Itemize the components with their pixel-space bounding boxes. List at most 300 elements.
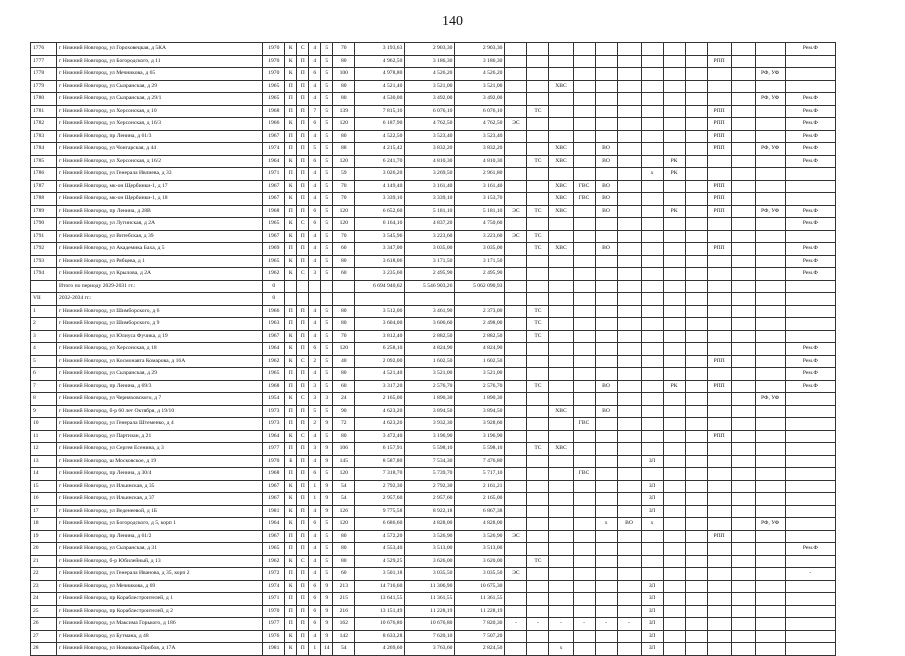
table-cell [663,593,685,606]
table-cell: П [297,180,309,193]
table-cell [663,418,685,431]
table-cell [641,568,663,581]
table-cell [527,493,549,506]
table-cell [731,593,755,606]
table-cell [573,155,595,168]
table-cell [685,105,707,118]
table-cell [505,643,527,656]
table-cell: 1965 [263,255,285,268]
table-cell: 11 [31,430,57,443]
table-cell [549,630,573,643]
table-cell: 3 894,50 [455,405,505,418]
table-cell: 70 [333,230,355,243]
table-cell: П [297,468,309,481]
table-row [31,593,836,606]
table-cell: 3 035,50 [455,568,505,581]
table-cell [641,118,663,131]
table-cell: 5 [321,218,333,231]
table-cell [685,355,707,368]
table-cell [707,643,731,656]
table-cell: Рем.Ф [785,268,835,281]
table-cell [641,555,663,568]
table-cell: 4 762,50 [405,118,455,131]
table-cell: г Нижний Новгород, ул Новикова-Прибоя, д 17А [57,643,263,656]
table-cell [755,455,785,468]
table-row [31,443,836,456]
table-cell: 1965 [263,218,285,231]
table-cell: г Нижний Новгород, пр Кораблестроителей, д 1 [57,593,263,606]
table-cell: П [297,643,309,656]
table-cell [505,105,527,118]
table-cell: г Нижний Новгород, ул Шимборского, д 9 [57,318,263,331]
table-cell [595,430,617,443]
table-cell [617,330,641,343]
table-cell [549,305,573,318]
table-cell: 1965 [263,543,285,556]
table-cell [663,643,685,656]
table-row [31,630,836,643]
table-cell: 1 [309,480,321,493]
table-cell [617,143,641,156]
table-cell: 1976 [263,630,285,643]
table-cell: 3 626,00 [405,555,455,568]
table-cell: ВО [595,405,617,418]
table-cell [285,280,297,293]
table-cell [755,443,785,456]
table-cell [785,493,835,506]
table-cell: П [297,405,309,418]
table-cell [505,305,527,318]
table-cell: РФ, УФ [755,518,785,531]
table-cell [785,305,835,318]
table-cell [595,443,617,456]
table-cell: 5 181,10 [455,205,505,218]
table-cell: 5 [31,355,57,368]
table-cell: 4 [309,318,321,331]
table-cell [617,180,641,193]
table-cell: РПП [707,380,731,393]
table-cell: ГВС [573,180,595,193]
table-cell: 6 [309,118,321,131]
table-cell: 8 587,80 [355,455,405,468]
table-cell [573,318,595,331]
table-cell [641,293,663,306]
table-cell: г Нижний Новгород, б-р 60 лет Октября, д 19/10 [57,405,263,418]
table-cell: П [285,443,297,456]
table-cell [641,268,663,281]
table-cell: 4 837,20 [405,218,455,231]
table-cell [527,93,549,106]
table-cell: 28 [31,643,57,656]
table-cell: Рем.Ф [785,143,835,156]
table-cell: П [297,418,309,431]
table-row [31,93,836,106]
table-cell [573,443,595,456]
table-cell [785,580,835,593]
table-cell [505,605,527,618]
table-cell [505,280,527,293]
table-cell [549,43,573,56]
table-cell: 1794 [31,268,57,281]
table-cell [595,218,617,231]
table-cell: 3 894,50 [405,405,455,418]
table-cell: 70 [333,330,355,343]
table-cell [755,268,785,281]
table-cell: ТС [527,205,549,218]
table-cell [663,480,685,493]
table-cell: 1964 [263,343,285,356]
table-cell [573,143,595,156]
table-cell: ХВС [549,193,573,206]
table-cell [527,468,549,481]
table-cell [731,530,755,543]
table-row [31,568,836,581]
table-cell: 80 [333,93,355,106]
table-cell: П [297,568,309,581]
table-cell: 0 [263,293,285,306]
table-cell: г Нижний Новгород, ул Крылова, д 2А [57,268,263,281]
table-cell [707,43,731,56]
table-cell: 5 [321,155,333,168]
table-cell [685,118,707,131]
table-cell: г Нижний Новгород, ул Шимборского, д 6 [57,305,263,318]
table-cell [527,430,549,443]
table-cell [663,180,685,193]
table-cell [663,543,685,556]
table-cell: 2 092,00 [355,355,405,368]
table-cell: С [297,218,309,231]
table-cell: 9 [31,405,57,418]
table-cell: Рем.Ф [785,205,835,218]
table-cell: П [297,480,309,493]
table-cell: 54 [333,493,355,506]
table-row [31,305,836,318]
table-cell: 1965 [263,368,285,381]
table-cell: 1971 [263,593,285,606]
table-cell: ЭС [505,118,527,131]
table-cell: 3 812,40 [355,330,405,343]
table-cell [707,168,731,181]
table-cell [785,68,835,81]
table-cell: ЭС [505,568,527,581]
table-cell: П [297,105,309,118]
table-cell [617,430,641,443]
table-cell [731,230,755,243]
table-row [31,405,836,418]
table-cell [755,343,785,356]
table-cell [505,343,527,356]
table-cell: К [285,155,297,168]
table-cell [755,318,785,331]
table-cell [527,280,549,293]
table-cell [685,130,707,143]
table-cell: г Нижний Новгород, ул Сызранская, д 29 [57,80,263,93]
table-cell: 3 035,00 [405,243,455,256]
table-cell [755,118,785,131]
table-cell: г Нижний Новгород, пр Кораблестроителей, д 2 [57,605,263,618]
table-cell: 4 572,20 [355,530,405,543]
table-cell: 3 161,40 [455,180,505,193]
table-cell: ВО [617,518,641,531]
table-cell: ЗЛ [641,618,663,631]
table-cell: 5 [321,368,333,381]
table-cell: РПП [707,530,731,543]
table-row [31,368,836,381]
table-cell: 120 [333,518,355,531]
table-cell: Рем.Ф [785,368,835,381]
table-cell: 21 [31,555,57,568]
table-cell [549,118,573,131]
table-cell [617,530,641,543]
table-cell [573,55,595,68]
table-cell [573,243,595,256]
table-cell [505,55,527,68]
table-cell: ТС [527,105,549,118]
table-cell: 1966 [263,305,285,318]
table-cell: 1967 [263,530,285,543]
table-cell: П [285,530,297,543]
table-cell: 6 076,10 [455,105,505,118]
table-cell [527,643,549,656]
table-cell [573,130,595,143]
table-cell [685,318,707,331]
table-cell [617,405,641,418]
table-cell [617,130,641,143]
table-cell [663,630,685,643]
table-cell: 10 675,30 [455,580,505,593]
table-cell [549,130,573,143]
table-cell: 162 [333,618,355,631]
table-row [31,455,836,468]
table-cell: 4 [309,93,321,106]
table-cell: г Нижний Новгород, ул Академика Баха, д 5 [57,243,263,256]
table-cell: 6 [309,468,321,481]
table-cell [707,493,731,506]
table-cell: 3 606,60 [405,318,455,331]
table-cell [731,543,755,556]
table-cell: 2 498,00 [455,318,505,331]
table-cell: г Нижний Новгород, ул Чонгарская, д 44 [57,143,263,156]
table-cell: 5 [321,43,333,56]
table-cell: К [285,643,297,656]
table-cell [527,355,549,368]
table-cell: г Нижний Новгород, ул Партизан, д 21 [57,430,263,443]
table-cell [755,430,785,443]
table-cell: П [285,618,297,631]
table-cell [663,105,685,118]
table-cell [785,80,835,93]
table-cell: 27 [31,630,57,643]
table-cell: 11 306,90 [405,580,455,593]
table-cell [617,418,641,431]
table-cell: 11 228,19 [405,605,455,618]
table-cell [785,630,835,643]
table-cell [617,643,641,656]
table-cell [549,593,573,606]
table-cell [785,443,835,456]
table-cell: 11 361,55 [405,593,455,606]
table-cell: 3 193,63 [355,43,405,56]
table-cell: 3 035,50 [405,568,455,581]
table-cell: 1 602,50 [405,355,455,368]
table-cell: 3 472,40 [355,430,405,443]
table-cell [617,380,641,393]
table-cell: г Нижний Новгород, ул Херсонская, д 10 [57,105,263,118]
table-cell: 24 [333,393,355,406]
table-cell: 6 686,60 [355,518,405,531]
table-cell [573,593,595,606]
table-cell [755,55,785,68]
table-cell: ВО [595,180,617,193]
table-cell [685,293,707,306]
table-cell: П [297,143,309,156]
table-cell: г Нижний Новгород, ул Космонавта Комарова, д 16А [57,355,263,368]
table-cell: 1793 [31,255,57,268]
table-cell: 5 [321,118,333,131]
table-cell: 5 [321,230,333,243]
table-row [31,268,836,281]
table-cell: х [641,518,663,531]
table-cell: 120 [333,468,355,481]
table-cell: Б [285,455,297,468]
table-cell: г Нижний Новгород, ул Генерала Ивлиева, д 33 [57,168,263,181]
table-cell [573,205,595,218]
table-row [31,468,836,481]
table-cell: 2 161,21 [455,480,505,493]
table-cell: ГВС [573,193,595,206]
table-cell: 1970 [263,68,285,81]
table-cell [707,318,731,331]
table-cell [663,80,685,93]
table-cell [505,355,527,368]
table-row [31,418,836,431]
table-cell: 1965 [263,93,285,106]
table-cell [617,293,641,306]
table-cell [617,343,641,356]
table-cell: - [505,618,527,631]
table-cell [731,643,755,656]
table-cell: 3 932,30 [405,418,455,431]
table-cell: 4 978,80 [355,68,405,81]
table-cell [685,518,707,531]
table-cell: 3 186,30 [405,55,455,68]
table-cell [641,468,663,481]
table-row [31,355,836,368]
table-cell: ВО [595,193,617,206]
table-cell: 5 [321,430,333,443]
table-cell [707,505,731,518]
table-cell: 4 [309,43,321,56]
table-cell [785,180,835,193]
table-cell: 18 [31,518,57,531]
table-cell [707,630,731,643]
table-cell: 80 [333,530,355,543]
table-cell: Рем.Ф [785,118,835,131]
table-cell: ХВС [549,405,573,418]
table-cell: ХВС [549,205,573,218]
table-cell [755,255,785,268]
table-cell [505,468,527,481]
table-cell: 4 [309,630,321,643]
table-cell: 6 [309,518,321,531]
table-cell [455,293,505,306]
table-cell [505,168,527,181]
table-cell [685,255,707,268]
table-cell [505,580,527,593]
table-cell [707,418,731,431]
table-cell: Итого по периоду 2029-2031 гг.: [57,280,263,293]
table-cell [549,293,573,306]
table-cell: 3 492,00 [405,93,455,106]
table-cell: РК [663,205,685,218]
table-cell: 3 196,90 [455,430,505,443]
table-cell [527,180,549,193]
table-cell: 1789 [31,205,57,218]
table-cell [549,605,573,618]
table-cell: 4 529,25 [355,555,405,568]
table-cell [707,468,731,481]
table-cell: 90 [333,405,355,418]
table-row [31,430,836,443]
table-cell [731,168,755,181]
table-cell: ТС [527,155,549,168]
table-row [31,580,836,593]
table-cell: ЭС [505,230,527,243]
table-cell [595,393,617,406]
table-cell: 1788 [31,193,57,206]
table-cell [321,293,333,306]
table-cell [731,243,755,256]
table-cell: 8 633,28 [355,630,405,643]
table-cell [549,393,573,406]
table-cell [527,480,549,493]
table-cell [573,555,595,568]
table-cell: 4 [309,505,321,518]
table-cell: 3 [309,380,321,393]
table-cell: 1786 [31,168,57,181]
table-cell: 1967 [263,193,285,206]
table-cell [685,593,707,606]
table-cell: 1967 [263,180,285,193]
table-cell: 10 [31,418,57,431]
table-cell: 1970 [263,455,285,468]
table-cell: 11 361,55 [455,593,505,606]
table-cell [785,405,835,418]
table-cell: 1782 [31,118,57,131]
table-cell [707,443,731,456]
table-cell: 9 775,58 [355,505,405,518]
table-cell: 40 [333,355,355,368]
table-cell [549,55,573,68]
table-cell: 9 [321,605,333,618]
table-cell [785,593,835,606]
table-cell [755,418,785,431]
table-cell: РПП [707,105,731,118]
table-cell [685,430,707,443]
table-cell: 80 [333,255,355,268]
table-cell: 5 [321,93,333,106]
table-cell: 9 [321,480,333,493]
table-cell [755,630,785,643]
table-cell: 6 [309,593,321,606]
table-cell [505,630,527,643]
table-cell: П [285,318,297,331]
table-cell [641,530,663,543]
table-cell: г Нижний Новгород, ш Московское, д 19 [57,455,263,468]
table-cell [707,543,731,556]
table-cell [573,568,595,581]
table-cell [617,218,641,231]
